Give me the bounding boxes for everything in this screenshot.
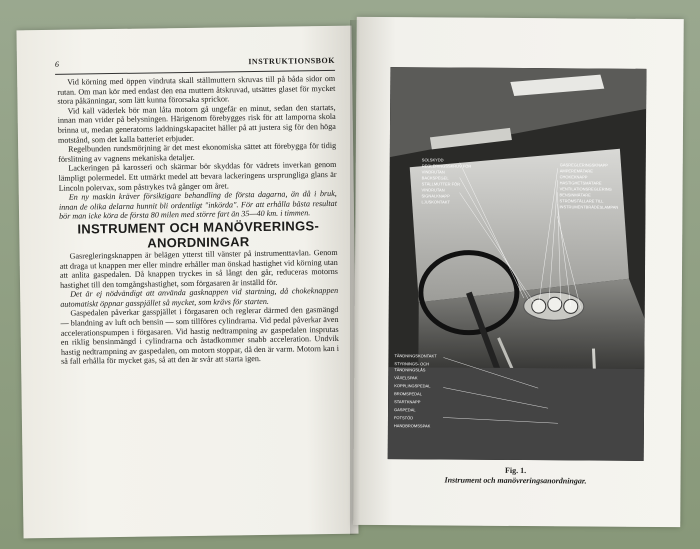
figure-number: Fig. 1. bbox=[505, 465, 527, 476]
figure-label: INSTRUMENTBRÄDESLAMPAN bbox=[559, 204, 619, 210]
paragraph: Vid körning med öppen vindruta skall ställmuttern skruvas till på båda sidor om rutan. Om man kör med endast den ena muttern åtskruvad, utsättes glaset för mycket stora påkänningar, som lätt kunna förorsaka sprickor. bbox=[57, 73, 336, 106]
paragraph: Det är ej nödvändigt att använda gasknappen vid startning, då chokeknappen automatiskt öppnar gasspjället så mycket, som krävs för starten. bbox=[60, 286, 339, 309]
figure-label: TÄNDNINGSLÅS bbox=[394, 367, 426, 373]
paragraph: Vid kall väderlek bör man låta motorn gå ungefär en minut, sedan den startats, innan man vrider på belysningen. Härigenom förebygges risk för att lamporna skola brinna ut, medan generatorns laddningskapacitet häller på att justera sig för den höga motstånd, som det kalla batteriet erbjuder. bbox=[57, 102, 336, 145]
figure-label: GASREGLERINGSKNAPP bbox=[559, 162, 609, 168]
section-heading: INSTRUMENT OCH MANÖVRERINGS-ANORDNINGAR bbox=[77, 218, 320, 251]
paragraph: Gasregleringsknappen är belägen ytterst till vänster på instrumenttavlan. Genom att draga ut knappen mer eller mindre erhåller man önskad hastighet vid körning utan att anlita gaspedalen. Då knappen tryckes in så långt den går, reduceras motorns hastighet till den tomgångshastighet, som förgasaren är inställd för. bbox=[59, 247, 338, 290]
figure-label: REGLERINGSSKRUV FÖR bbox=[421, 163, 472, 169]
page-number: 6 bbox=[54, 59, 60, 69]
body-text bbox=[57, 74, 339, 367]
right-page bbox=[353, 17, 684, 527]
figure-label: BROMSPEDAL bbox=[394, 391, 422, 397]
paragraph: Gaspedalen påverkar gasspjället i förgasaren och reglerar därmed den gasmängd — blandning av luft och bensin — som tillföres cylindrarna. Vid pedal påverkar även accelerationspumpen i förgasaren. Vid hastig nedtrampning av gaspedalen insprutas en riklig bensinmängd i cylindrarna och åstadkommer snabb acceleration. Undvik hastig nedtrampning av gaspedalen, om motorn stoppar, då den är varm. Motorn kan i så fall erhålla för mycket gas, så att den är svår att starta igen. bbox=[60, 305, 340, 367]
book-title: INSTRUKTIONSBOK bbox=[248, 55, 335, 67]
paragraph: En ny maskin kräver försiktigare behandling de första dagarna, än då i bruk, innan de olika delarna hunnit bli ordentligt "inkörda". För att erhålla bästa resultat bör man icke köra de första 80 milen med större fart än 35—40 km. i timmen. bbox=[58, 189, 337, 222]
figure-label: FOTSTÖD bbox=[393, 415, 414, 421]
dashboard-figure bbox=[388, 67, 647, 461]
figure-label: BENSINMÄTARE bbox=[559, 192, 591, 198]
figure-label: AMPEREMÄTARE bbox=[559, 168, 593, 174]
figure-label: HASTIGHETSMÄTARE bbox=[559, 180, 602, 186]
figure-label: STYRNINGS- OCH bbox=[394, 361, 430, 367]
paragraph: Regelbunden rundsmörjning är det mest ekonomiska sättet att förebygga för tidig förslitning av vagnens mekaniska detaljer. bbox=[58, 141, 337, 164]
figure-label: KOPPLINGSPEDAL bbox=[394, 383, 431, 389]
figure-label: TÄNDNINGSKONTAKT bbox=[394, 353, 437, 359]
figure-label: BACKSPEGEL bbox=[421, 175, 449, 181]
figure-label: LJUSKONTAKT bbox=[421, 199, 450, 205]
figure-label: SOLSKYDD bbox=[421, 157, 444, 163]
figure-label: HANDBROMSSPAK bbox=[393, 423, 431, 429]
figure-label: VENTILATIONSREGLERING bbox=[559, 186, 612, 192]
figure-label: CHOKEKNAPP bbox=[559, 174, 588, 180]
figure-label: STARTKNAPP bbox=[394, 399, 421, 405]
figure-label: SIGNALKNAPP bbox=[421, 193, 450, 199]
figure-caption-text: Instrument och manövreringsanordningar. bbox=[444, 475, 587, 486]
figure-label: STÄLLMUTTER FÖR bbox=[421, 181, 461, 187]
book-gutter bbox=[350, 20, 360, 535]
figure-label: STRÖMSTÄLLARE TILL bbox=[559, 198, 604, 204]
figure-label: VÄXELSPAK bbox=[394, 375, 418, 381]
figure-caption bbox=[388, 465, 644, 487]
running-head bbox=[55, 56, 335, 75]
figure-label: VINDRUTAN bbox=[421, 169, 445, 175]
left-page bbox=[16, 26, 358, 539]
dashboard-illustration bbox=[388, 67, 647, 461]
figure-label: VINDRUTAN bbox=[421, 187, 445, 193]
paragraph: Lackeringen på karosseri och skärmar bör skyddas för vädrets inverkan genom lämpligt polermedel. Ett utmärkt medel att bevara lackeringens ursprungliga glans är Lincoln polervax, som påstrykes två gånger om året. bbox=[58, 160, 337, 193]
figure-label: GASPEDAL bbox=[394, 407, 416, 413]
